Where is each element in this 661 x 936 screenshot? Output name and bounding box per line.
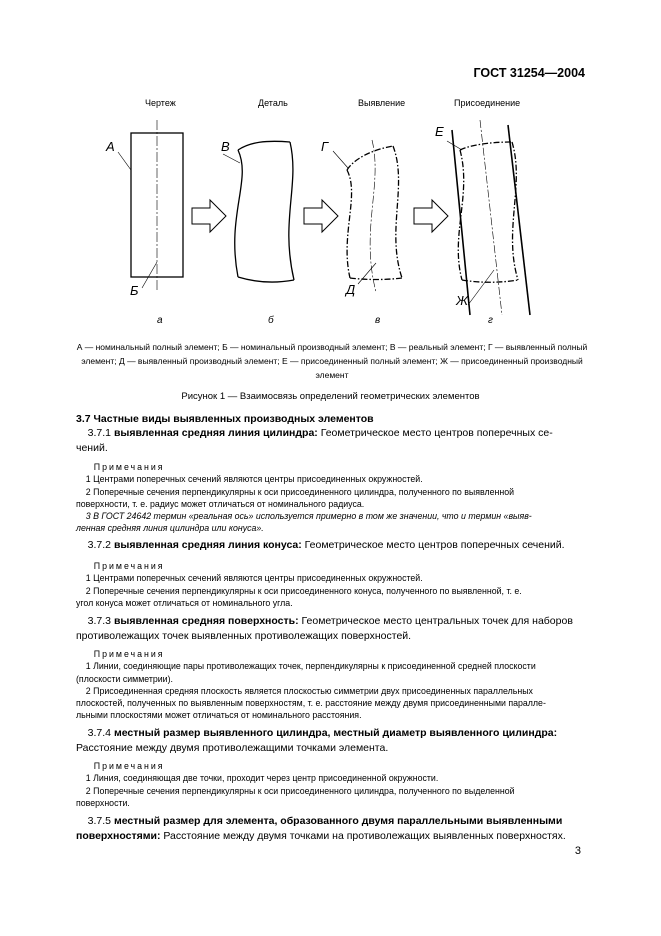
definition: Геометрическое место центров поперечных сечений. (304, 539, 565, 551)
section-heading: 3.7 Частные виды выявленных производных элементов (76, 413, 374, 425)
sublabel-b: б (268, 315, 274, 326)
term-cont: поверхностями: (76, 829, 161, 842)
clause-number: 3.7.3 (87, 615, 112, 627)
figure-caption: Рисунок 1 — Взаимосвязь определений геометрических элементов (181, 391, 480, 402)
note: 1 Линия, соединяющая две точки, проходит через центр присоединенной окружности. (85, 773, 439, 784)
note-cont: льными плоскостями может отличаться от номинального расстояния. (76, 710, 362, 721)
letter-a: А (106, 139, 115, 154)
note: 2 Поперечные сечения перпендикулярны к оси присоединенного конуса, полученного по выявленной, т. е. (85, 585, 522, 596)
page-number: 3 (574, 845, 581, 857)
note: 1 Центрами поперечных сечений являются центры присоединенных окружностей. (85, 474, 423, 485)
geometry-figure (0, 0, 661, 330)
note: 2 Поперечные сечения перпендикулярны к оси присоединенного цилиндра, полученного по выделенной (85, 785, 515, 796)
legend-line: элемент; Д — выявленный производный элемент; Е — присоединенный полный элемент; Ж — присоединенный производный (81, 356, 583, 366)
sublabel-g: г (488, 315, 493, 326)
sublabel-v: в (375, 315, 381, 326)
legend-line: элемент (315, 370, 349, 380)
letter-e: Е (435, 124, 444, 139)
note-cont: поверхности. (76, 797, 130, 808)
term: местный размер выявленного цилиндра, местный диаметр выявленного цилиндра: (113, 727, 558, 739)
definition: Геометрическое место центров поперечных се- (320, 427, 553, 439)
notes-label: Примечания (93, 462, 165, 472)
notes-label: Примечания (93, 761, 165, 771)
notes-label: Примечания (93, 561, 165, 571)
letter-zh: Ж (456, 293, 468, 308)
document-id: ГОСТ 31254—2004 (473, 66, 585, 80)
notes-3-7-1 (76, 461, 584, 535)
label-part: Деталь (258, 98, 288, 108)
clause-number: 3.7.5 (87, 815, 112, 827)
note-cont: плоскостей, полученных по выявленным поверхностям, т. е. расстояние между двумя присоединенными паралле- (76, 698, 546, 709)
term: выявленная средняя линия цилиндра: (113, 427, 318, 439)
definition-cont: чений. (76, 441, 108, 454)
note-cont: поверхности, т. е. радиус может отличаться от номинального радиуса. (76, 498, 365, 509)
label-drawing: Чертеж (145, 98, 176, 108)
definition: Геометрическое место центральных точек для наборов (301, 615, 573, 627)
note: 2 Присоединенная средняя плоскость является плоскостью симметрии двух присоединенных параллельных (85, 685, 533, 696)
letter-v: В (221, 139, 230, 154)
note: 1 Линии, соединяющие пары противолежащих точек, перпендикулярны к присоединенной средней плоскости (85, 661, 536, 672)
note: 3 В ГОСТ 24642 термин «реальная ось» используется примерно в том же значении, что и термин «выяв- (85, 511, 532, 522)
clause-3-7-4 (76, 726, 584, 755)
clause-3-7-3 (76, 614, 584, 643)
notes-3-7-4 (76, 760, 584, 809)
note: 1 Центрами поперечных сечений являются центры присоединенных окружностей. (85, 573, 423, 584)
letter-g: Г (321, 139, 329, 154)
letter-b: Б (130, 283, 139, 298)
definition-cont: противолежащих точек выявленных противолежащих поверхностей. (76, 629, 412, 642)
definition: Расстояние между двумя противолежащими точками элемента. (76, 741, 389, 754)
term: местный размер для элемента, образованного двумя параллельными выявленными (113, 815, 563, 827)
note-cont: (плоскости симметрии). (76, 673, 173, 684)
notes-label: Примечания (93, 649, 165, 659)
figure-legend (72, 340, 592, 382)
notes-3-7-2 (76, 560, 584, 609)
label-association: Присоединение (454, 98, 521, 108)
note: 2 Поперечные сечения перпендикулярны к оси присоединенного цилиндра, полученного по выявленной (85, 486, 515, 497)
note-cont: ленная средняя линия цилиндра или конуса». (76, 523, 264, 534)
legend-line: А — номинальный полный элемент; Б — номинальный производный элемент; В — реальный элемент; Г — выявленный полный (76, 342, 588, 352)
clause-3-7-1 (76, 426, 584, 455)
term: выявленная средняя линия конуса: (113, 539, 302, 551)
clause-3-7-2 (76, 538, 584, 553)
clause-number: 3.7.2 (87, 539, 112, 551)
sublabel-a: а (157, 315, 163, 326)
clause-number: 3.7.1 (87, 427, 112, 439)
label-extraction: Выявление (358, 98, 406, 108)
term: выявленная средняя поверхность: (113, 615, 299, 627)
letter-d: Д (346, 282, 356, 297)
clause-number: 3.7.4 (87, 727, 112, 739)
notes-3-7-3 (76, 648, 584, 722)
clause-3-7-5 (76, 814, 584, 843)
note-cont: угол конуса может отличаться от номинального угла. (76, 597, 293, 608)
definition: Расстояние между двумя точками на противолежащих выявленных поверхностях. (163, 829, 566, 842)
